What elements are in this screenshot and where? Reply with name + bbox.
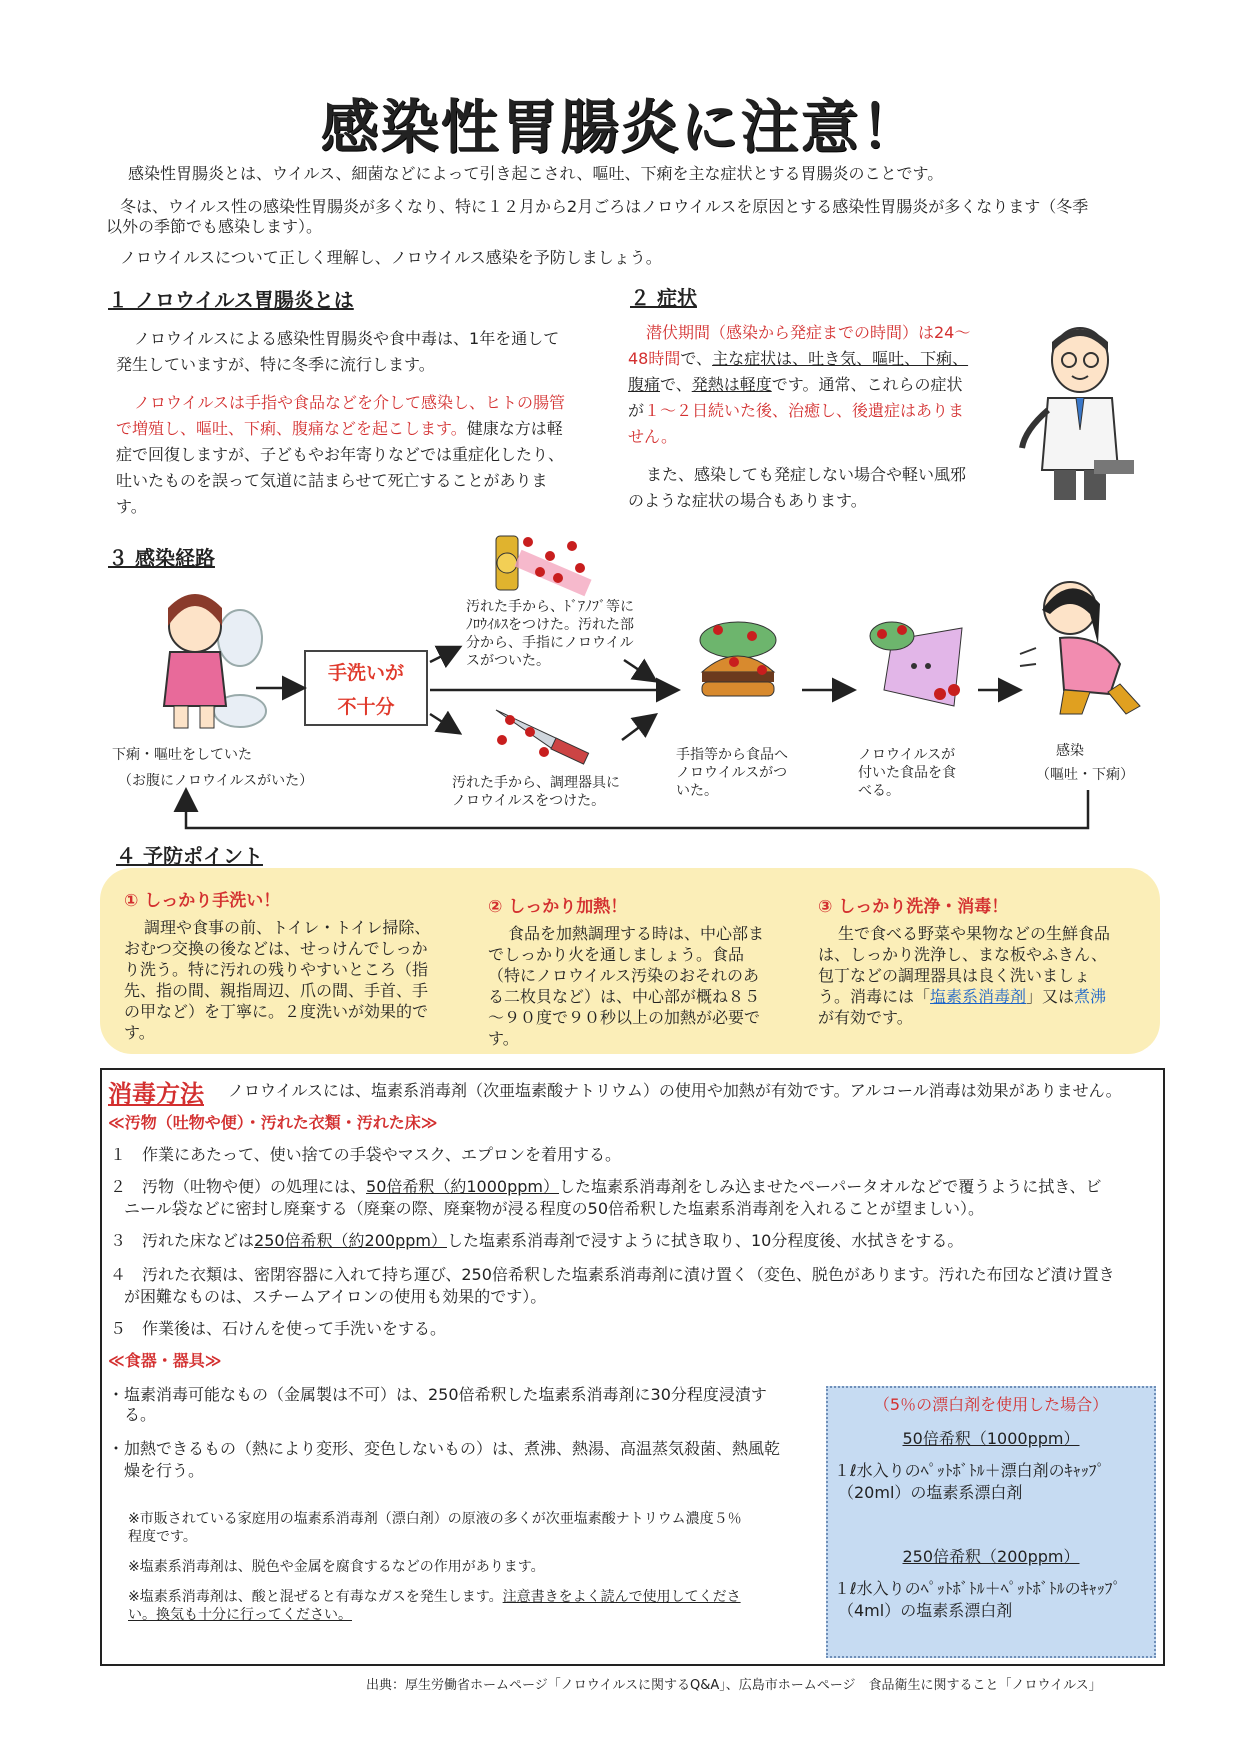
s2-l5: せん。 [628,427,677,446]
item-3 [110,1230,963,1252]
caption-sick-2: （お腹にノロウイルスがいた） [118,773,314,789]
caption-sick: 下痢・嘔吐をしていた [112,747,252,763]
point3-line1: 生で食べる野菜や果物などの生鮮食品 [838,924,1111,943]
item2b: した塩素系消毒剤をしみ込ませたペーパータオルなどで覆うように拭き、ビ [559,1177,1102,1196]
point3-mid: 」又は [1026,987,1075,1006]
item-2 [110,1176,1160,1198]
intro-line-3: 以外の季節でも感染します）。 [106,217,323,236]
section1-heading: １ ノロウイルス胃腸炎とは [108,288,354,312]
prevention-point-3 [818,892,1148,1028]
item-4: ４ 汚れた衣類は、密閉容器に入れて持ち運び、250倍希釈した塩素系消毒剤に漬け置く（変色、脱色があります。汚れた布団など漬け置き [110,1265,1115,1284]
disinfection-heading: 消毒方法 [108,1080,204,1108]
note-1: ※市販されている家庭用の塩素系消毒剤（漂白剤）の原液の多くが次亜塩素酸ナトリウム濃度５％ [128,1511,742,1527]
point2-line6: す。 [488,1029,519,1048]
cap-door-3: 分から、手指にノロウイル [466,635,634,651]
item-2-cont: ニール袋などに密封し廃棄する（廃棄の際、廃棄物が浸る程度の50倍希釈した塩素系消毒剤を入れることが望ましい）。 [124,1199,985,1218]
intro-line-4: ノロウイルスについて正しく理解し、ノロウイルス感染を予防しましょう。 [120,248,662,267]
s2p2-line1: また、感染しても発症しない場合や軽い風邪 [646,465,967,484]
bleach-50x-heading: 50倍希釈（1000ppm） [902,1429,1080,1448]
item2u: 50倍希釈（約1000ppm） [366,1177,559,1196]
cap-food-1: 手指等から食品へ [676,747,788,763]
cap-eat-2: 付いた食品を食 [858,765,956,781]
item-5: ５ 作業後は、石けんを使って手洗いをする。 [110,1319,447,1338]
caption-infect-2: （嘔吐・下痢） [1036,767,1134,783]
bleach-250x-text: １ℓ水入りのﾍﾟｯﾄﾎﾞﾄﾙ＋ﾍﾟｯﾄﾎﾞﾄﾙのｷｬｯﾌﾟ [834,1579,1121,1598]
point2-line3: （特にノロウイルス汚染のおそれのあ [488,966,760,985]
cap-door-1: 汚れた手から、ﾄﾞｱﾉﾌﾞ等に [466,599,634,615]
bullet-2: ・加熱できるもの（熱により変形、変色しないもの）は、煮沸、熱湯、高温蒸気殺菌、熱風乾 [108,1439,781,1458]
point1-line4: 先、指の間、親指周辺、爪の間、手首、手 [124,981,429,1000]
s2-l3b: で、 [660,375,692,394]
cap-eat-1: ノロウイルスが [858,747,956,763]
bleach-50x-text-2: （20ml）の塩素系漂白剤 [838,1483,1023,1502]
section3-heading: ３ 感染経路 [108,546,215,570]
bleach-title: （5％の漂白剤を使用した場合） [873,1395,1109,1414]
cap-eat-3: べる。 [858,783,900,799]
s2-l2a: 48時間 [628,349,681,368]
point3-title: ③ しっかり洗浄・消毒！ [818,897,1009,917]
point2-line4: る二枚貝など）は、中心部が概ね８５ [488,987,761,1006]
item3a: ３ 汚れた床などは [110,1231,255,1250]
point3-line4: う。消毒には「 [818,987,931,1006]
item3u: 250倍希釈（約200ppm） [254,1231,447,1250]
point2-line5: ～９０度で９０秒以上の加熱が必要で [488,1008,761,1027]
s1p2-red-line1: ノロウイルスは手指や食品などを介して感染し、ヒトの腸管 [134,393,566,412]
cap-food-2: ノロウイルスがつ [676,765,788,781]
s1p2-rest: 健康な方は軽 [466,419,563,438]
s2-l3d: です。通常、これらの症状 [771,375,963,394]
note-3-cont: い。換気も十分に行ってください。 [128,1607,352,1623]
intro-line-1: 感染性胃腸炎とは、ウイルス、細菌などによって引き起こされ、嘔吐、下痢を主な症状とする胃腸炎のことです。 [128,164,944,183]
subheading-filth: ≪汚物（吐物や便）・汚れた衣類・汚れた床≫ [108,1113,438,1132]
point3-line2: は、しっかり洗浄し、まな板やふきん、 [818,945,1107,964]
cap-knife-2: ノロウイルスをつけた。 [452,793,606,809]
note-3 [128,1588,741,1606]
s2-l2c: 主な症状は、吐き気、嘔吐、下痢、 [712,349,969,368]
section4-heading: ４ 予防ポイント [116,844,263,868]
note-1-cont: 程度です。 [128,1529,197,1545]
point1-line5: の甲など）を丁寧に。２度洗いが効果的で [124,1002,429,1021]
cap-door-4: スがついた。 [466,653,550,669]
point1-line2: おむつ交換の後などは、せっけんでしっか [124,939,428,958]
source-citation: 出典：厚生労働省ホームページ「ノロウイルスに関するQ&A」、広島市ホームページ 食品衛生に関すること「ノロウイルス」 [366,1678,1102,1693]
item-4-cont: が困難なものは、スチームアイロンの使用も効果的です）。 [124,1287,547,1306]
point3-blue1: 塩素系消毒剤 [930,987,1027,1006]
disinfection-lead: ノロウイルスには、塩素系消毒剤（次亜塩素酸ナトリウム）の使用や加熱が有効です。アルコール消毒は効果がありません。 [228,1081,1122,1100]
point2-line2: でしっかり火を通しましょう。食品 [488,945,745,964]
s1p2-red-line2: で増殖し、嘔吐、下痢、腹痛などを起こします。 [116,419,467,438]
point3-last: が有効です。 [818,1008,913,1027]
s2-l3a: 腹痛 [628,375,661,394]
bleach-250x-text-2: （4ml）の塩素系漂白剤 [838,1601,1013,1620]
cap-food-3: いた。 [676,783,718,799]
point3-blue2: 煮沸 [1074,987,1107,1006]
s2-l3c: 発熱は軽度 [691,375,772,394]
item3b: した塩素系消毒剤で浸すように拭き取り、10分程度後、水拭きをする。 [447,1231,964,1250]
note-2: ※塩素系消毒剤は、脱色や金属を腐食するなどの作用があります。 [128,1559,545,1575]
point1-title: ① しっかり手洗い！ [124,891,281,911]
s1p2-line4: 吐いたものを誤って気道に詰まらせて死亡することがありま [116,471,548,490]
point1-line6: す。 [124,1023,155,1042]
point1-line1: 調理や食事の前、トイレ・トイレ掃除、 [144,918,431,937]
intro-line-2: 冬は、ウイルス性の感染性胃腸炎が多くなり、特に１２月から2月ごろはノロウイルスを原因とする感染性胃腸炎が多くなります（冬季 [120,197,1089,216]
s2-l4b: １～２日続いた後、治癒し、後遺症はありま [644,401,965,420]
subheading-utensils: ≪食器・器具≫ [108,1351,222,1370]
bullet-2-cont: 燥を行う。 [124,1461,205,1480]
bleach-50x-text: １ℓ水入りのﾍﾟｯﾄﾎﾞﾄﾙ＋漂白剤のｷｬｯﾌﾟ [834,1461,1105,1480]
s1p2-line3: 症で回復しますが、子どもやお年寄りなどでは重症化したり、 [116,445,565,464]
cap-door-2: ﾉﾛｳｲﾙｽをつけた。汚れた部 [466,617,634,633]
s2-l2b: で、 [680,349,713,368]
item-1: １ 作業にあたって、使い捨ての手袋やマスク、エプロンを着用する。 [110,1145,622,1164]
s2-line1: 潜伏期間（感染から発症までの時間）は24～ [646,323,971,342]
wash-line2: 不十分 [337,696,395,718]
note3u: 注意書きをよく読んで使用してくださ [502,1589,741,1605]
point1-line3: り洗う。特に汚れの残りやすいところ（指 [124,960,429,979]
cap-knife-1: 汚れた手から、調理器具に [452,775,620,791]
bullet-1: ・塩素消毒可能なもの（金属製は不可）は、250倍希釈した塩素系消毒剤に30分程度浸漬す [108,1385,767,1404]
wash-line1: 手洗いが [327,662,404,684]
prevention-point-1 [124,886,454,1043]
bullet-1-cont: る。 [124,1405,157,1424]
section2-heading: ２ 症状 [630,286,697,310]
s2p2-line2: のような症状の場合もあります。 [628,491,867,510]
point2-title: ② しっかり加熱！ [488,897,628,917]
s2-l4a: が [628,401,645,420]
s1p2-line5: す。 [116,497,147,516]
s1p1-line1: ノロウイルスによる感染性胃腸炎や食中毒は、1年を通して [134,329,560,348]
note3a: ※塩素系消毒剤は、酸と混ぜると有毒なガスを発生します。 [128,1589,503,1605]
point2-line1: 食品を加熱調理する時は、中心部ま [508,924,765,943]
s1p1-line2: 発生していますが、特に冬季に流行します。 [116,355,435,374]
caption-infect: 感染 [1056,743,1084,759]
page-title: 感染性胃腸炎に注意！ [320,93,921,161]
item2a: ２ 汚物（吐物や便）の処理には、 [110,1177,367,1196]
prevention-point-2 [488,892,808,1049]
point3-line3: 包丁などの調理器具は良く洗いましょ [818,966,1091,985]
bleach-250x-heading: 250倍希釈（200ppm） [902,1547,1080,1566]
